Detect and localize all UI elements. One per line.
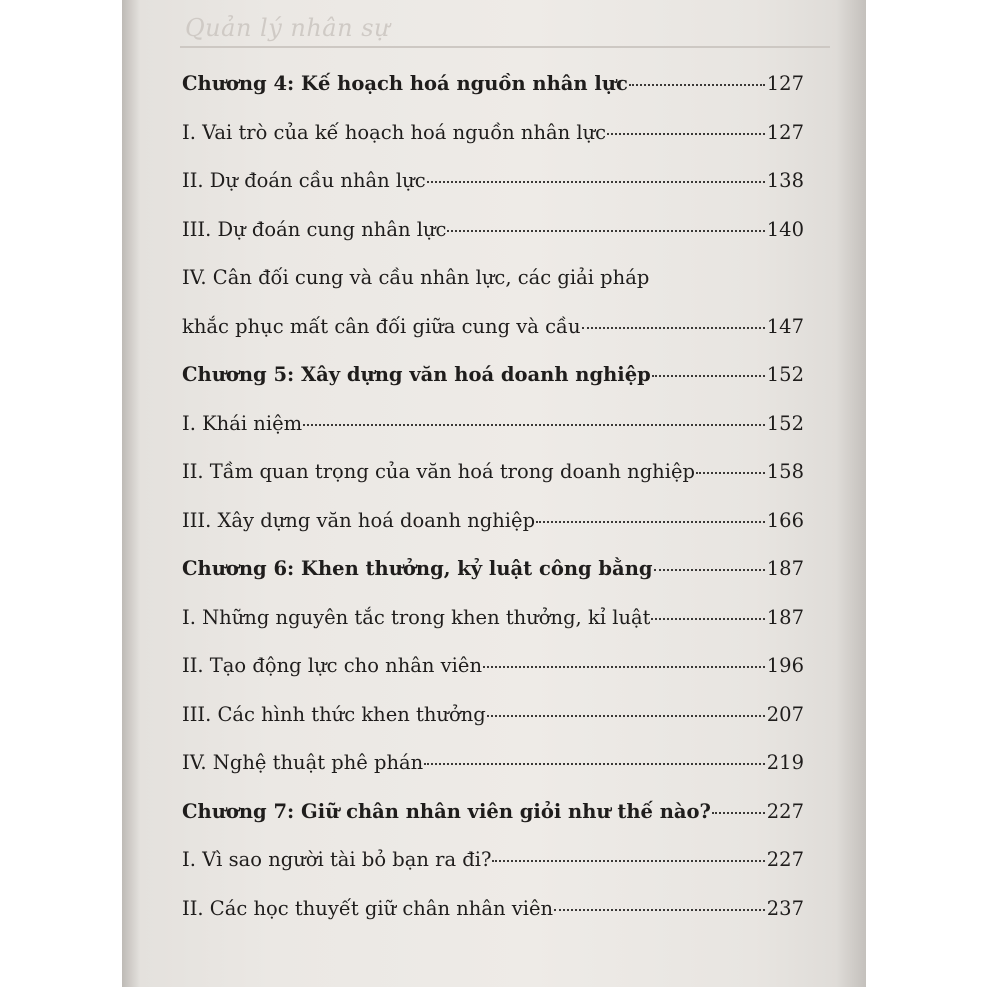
dot-leader — [652, 375, 765, 377]
toc-entry-title: III. Xây dựng văn hoá doanh nghiệp — [182, 508, 536, 532]
dot-leader — [424, 763, 765, 765]
toc-entry-title: I. Vì sao người tài bỏ bạn ra đi? — [182, 848, 492, 871]
toc-chapter-entry — [182, 351, 804, 400]
dot-leader — [447, 230, 764, 232]
toc-entry-title: II. Các học thuyết giữ chân nhân viên — [182, 896, 554, 920]
toc-entry-title: Chương 4: Kế hoạch hoá nguồn nhân lực — [182, 72, 628, 95]
toc-section-entry — [182, 642, 804, 691]
toc-section-entry — [182, 836, 804, 885]
dot-leader — [303, 424, 765, 426]
toc-section-entry — [182, 497, 804, 546]
toc-page-number: 227 — [766, 799, 804, 823]
toc-section-entry — [182, 400, 804, 449]
toc-chapter-entry — [182, 545, 804, 594]
toc-entry-title: I. Những nguyên tắc trong khen thưởng, kỉ luật — [182, 605, 651, 629]
toc-section-entry — [182, 303, 804, 352]
toc-page-number: 127 — [766, 120, 804, 144]
header-rule — [180, 46, 830, 48]
toc-entry-title: Chương 7: Giữ chân nhân viên giỏi như thế nào? — [182, 799, 711, 823]
dot-leader — [696, 472, 765, 474]
dot-leader — [582, 327, 765, 329]
toc-page-number: 127 — [766, 72, 804, 95]
toc-entry-title: II. Dự đoán cầu nhân lực — [182, 169, 426, 192]
table-of-contents — [182, 60, 804, 933]
toc-page-number: 187 — [766, 605, 804, 629]
running-header: Quản lý nhân sự — [185, 14, 390, 42]
toc-entry-title: Chương 6: Khen thưởng, kỷ luật công bằng — [182, 557, 653, 580]
toc-entry-title: I. Khái niệm — [182, 411, 303, 435]
toc-section-entry — [182, 448, 804, 497]
toc-page-number: 166 — [766, 508, 804, 532]
toc-page-number: 207 — [766, 702, 804, 726]
toc-page-number: 237 — [766, 896, 804, 920]
page-edge-shadow — [836, 0, 866, 987]
dot-leader — [554, 909, 765, 911]
toc-section-entry — [182, 254, 804, 303]
dot-leader — [607, 133, 765, 135]
toc-section-entry — [182, 739, 804, 788]
toc-section-entry — [182, 157, 804, 206]
toc-page-number: 196 — [766, 654, 804, 677]
dot-leader — [492, 860, 764, 862]
toc-page-number: 158 — [766, 460, 804, 483]
page-gutter-shadow — [122, 0, 140, 987]
toc-entry-title: III. Các hình thức khen thưởng — [182, 702, 486, 726]
dot-leader — [487, 715, 765, 717]
toc-entry-title: Chương 5: Xây dựng văn hoá doanh nghiệp — [182, 363, 651, 386]
toc-entry-title: IV. Cân đối cung và cầu nhân lực, các giải pháp — [182, 266, 650, 289]
book-page — [122, 0, 866, 987]
dot-leader — [654, 569, 765, 571]
toc-section-entry — [182, 885, 804, 934]
toc-page-number: 219 — [766, 751, 804, 774]
toc-chapter-entry — [182, 60, 804, 109]
toc-page-number: 147 — [766, 314, 804, 338]
toc-page-number: 152 — [766, 411, 804, 435]
toc-section-entry — [182, 594, 804, 643]
toc-entry-title: III. Dự đoán cung nhân lực — [182, 217, 447, 241]
toc-entry-title: khắc phục mất cân đối giữa cung và cầu — [182, 314, 581, 338]
toc-section-entry — [182, 691, 804, 740]
toc-section-entry — [182, 109, 804, 158]
toc-chapter-entry — [182, 788, 804, 837]
toc-entry-title: II. Tạo động lực cho nhân viên — [182, 654, 483, 677]
toc-entry-title: I. Vai trò của kế hoạch hoá nguồn nhân lực — [182, 120, 607, 144]
toc-entry-title: II. Tầm quan trọng của văn hoá trong doanh nghiệp — [182, 460, 695, 483]
dot-leader — [536, 521, 765, 523]
dot-leader — [651, 618, 764, 620]
toc-page-number: 138 — [766, 169, 804, 192]
dot-leader — [427, 181, 765, 183]
toc-page-number: 152 — [766, 363, 804, 386]
dot-leader — [629, 84, 765, 86]
toc-page-number: 187 — [766, 557, 804, 580]
toc-page-number: 140 — [766, 217, 804, 241]
dot-leader — [483, 666, 765, 668]
toc-entry-title: IV. Nghệ thuật phê phán — [182, 751, 424, 774]
dot-leader — [712, 812, 765, 814]
toc-section-entry — [182, 206, 804, 255]
toc-page-number: 227 — [766, 848, 804, 871]
